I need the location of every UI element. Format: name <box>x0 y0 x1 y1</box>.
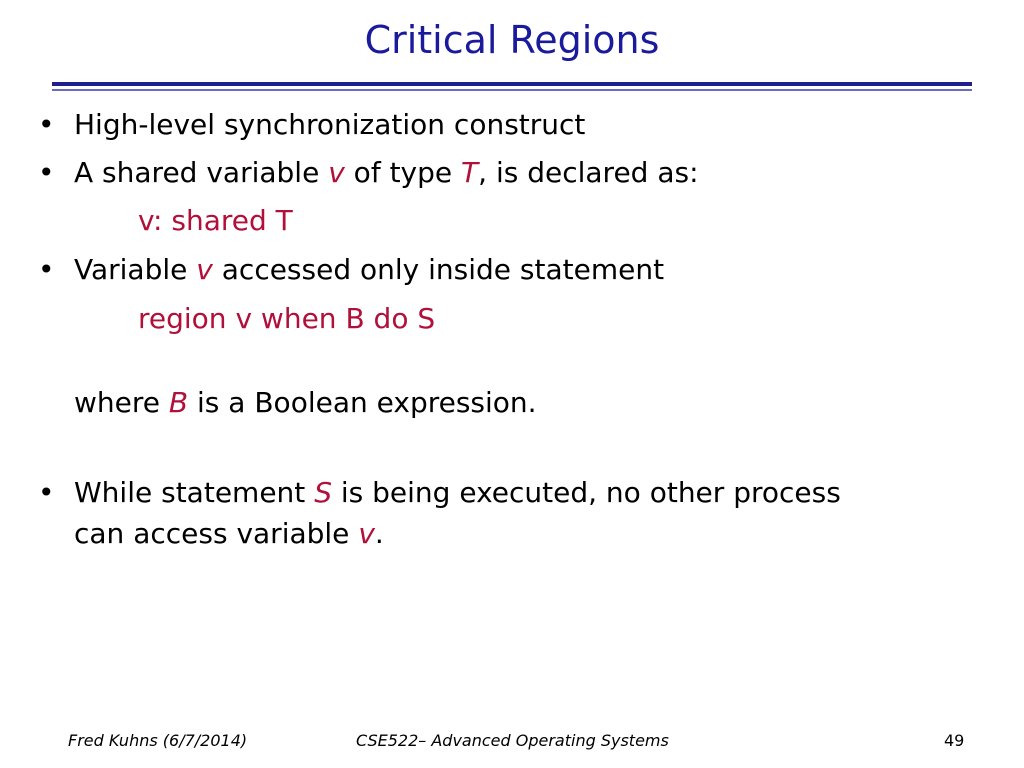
variable-v: v <box>328 156 345 189</box>
boolean-note-after: is a Boolean expression. <box>188 386 537 419</box>
bullet-4-line-2-before: can access variable <box>74 517 359 550</box>
variable-T: T <box>461 156 479 189</box>
boolean-note <box>74 386 537 420</box>
boolean-note-before: where <box>74 386 169 419</box>
bullet-1-text: High-level synchronization construct <box>74 108 586 141</box>
bullet-4-text-after: is being executed, no other process <box>331 476 841 509</box>
bullet-marker: • <box>38 156 55 189</box>
variable-S: S <box>314 476 332 509</box>
bullet-3-text-after: accessed only inside statement <box>212 253 665 286</box>
bullet-4-text <box>74 476 841 510</box>
bullet-2-text-before: A shared variable <box>74 156 329 189</box>
bullet-4-line-2-after: . <box>374 517 384 550</box>
variable-B: B <box>168 386 189 419</box>
bullet-marker: • <box>38 253 55 286</box>
bullet-3-text-before: Variable <box>74 253 197 286</box>
slide-title: Critical Regions <box>364 18 660 62</box>
bullet-marker: • <box>38 108 55 141</box>
bullet-2-text <box>74 156 699 190</box>
footer-page-number: 49 <box>944 731 965 750</box>
bullet-marker: • <box>38 476 55 509</box>
bullet-3-text <box>74 253 664 287</box>
footer-course: CSE522– Advanced Operating Systems <box>356 731 669 750</box>
bullet-2-text-mid: of type <box>344 156 462 189</box>
bullet-4-line-2 <box>74 517 384 551</box>
code-region-statement: region v when B do S <box>138 302 436 335</box>
footer-author: Fred Kuhns (6/7/2014) <box>68 731 248 750</box>
bullet-4-text-before: While statement <box>74 476 315 509</box>
variable-v: v <box>196 253 213 286</box>
bullet-2-text-after: , is declared as: <box>478 156 699 189</box>
code-declaration: v: shared T <box>138 204 293 237</box>
variable-v: v <box>358 517 375 550</box>
